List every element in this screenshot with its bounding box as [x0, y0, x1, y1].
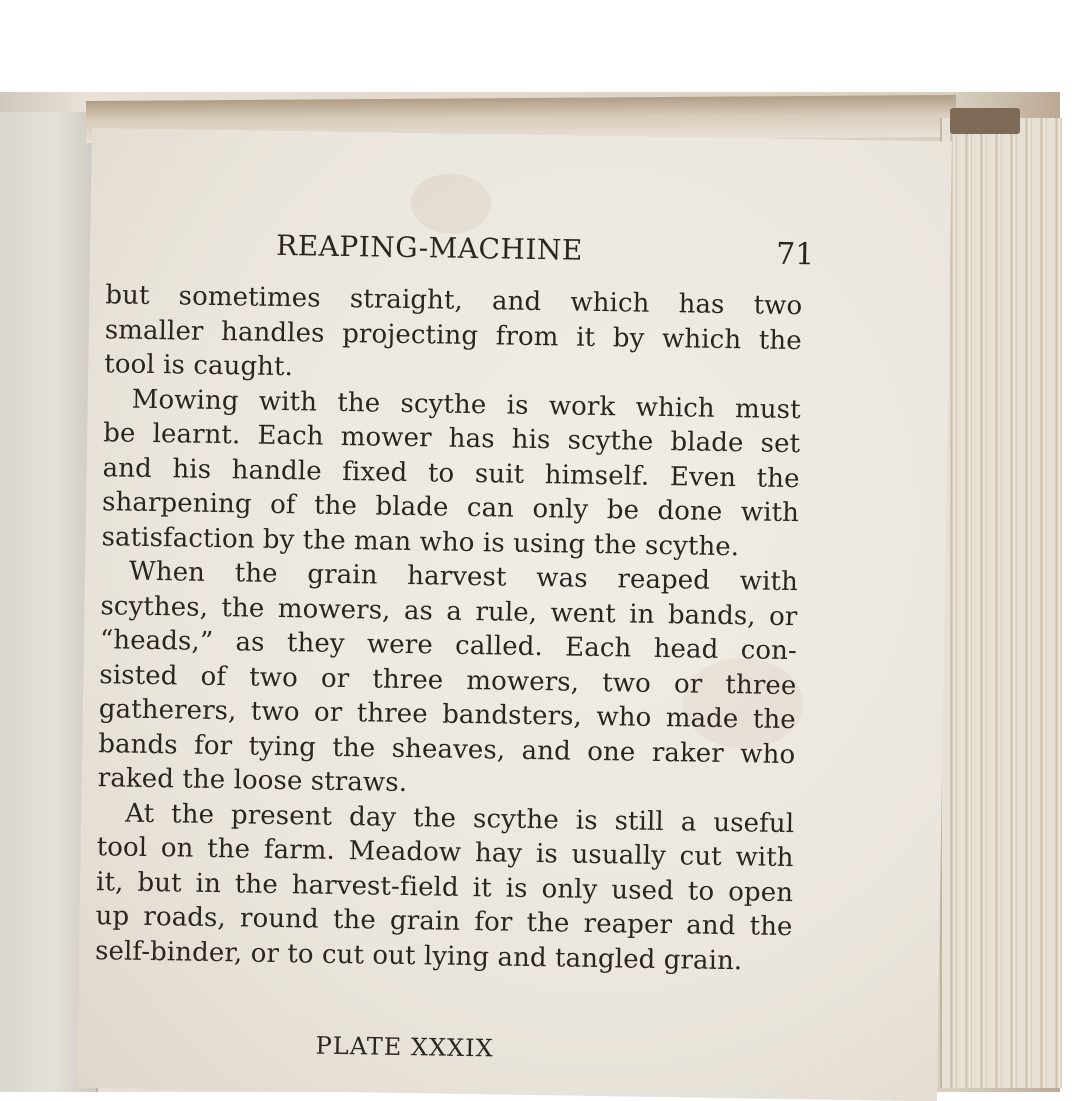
text-line: self-binder, or to cut out lying and tangled grain.	[94, 935, 743, 976]
text-line: and his handle fixed to suit himself. Even the	[102, 452, 800, 494]
text-line: smaller handles projecting from it by which the	[104, 314, 802, 356]
book-page	[77, 128, 952, 1101]
text-line: be learnt. Each mower has his scythe blade set	[102, 418, 801, 460]
text-line: When the grain harvest was reaped with	[128, 556, 799, 598]
plate-caption: PLATE XXXIX	[315, 1031, 494, 1063]
text-line: tool on the farm. Meadow hay is usually cut with	[96, 832, 794, 874]
text-line: but sometimes straight, and which has two	[105, 280, 803, 322]
spine-cap	[950, 108, 1020, 134]
text-line: Mowing with the scythe is work which must	[131, 384, 801, 425]
text-line: tool is caught.	[104, 349, 294, 383]
text-line: scythes, the mowers, as a rule, went in bands, or	[100, 590, 798, 632]
page-stain	[410, 173, 491, 234]
text-line: it, but in the harvest-field it is only used to open	[95, 866, 794, 908]
text-line: raked the loose straws.	[97, 763, 408, 799]
right-page-edges	[940, 118, 1062, 1088]
page-number: 71	[775, 236, 815, 273]
body-text	[95, 278, 803, 979]
text-line: bands for tying the sheaves, and one raker who	[98, 728, 796, 770]
text-line: sisted of two or three mowers, two or three	[99, 659, 797, 701]
text-line: sharpening of the blade can only be done with	[101, 487, 800, 529]
text-line: At the present day the scythe is still a useful	[125, 798, 795, 839]
text-line: “heads,” as they were called. Each head con-	[99, 625, 798, 667]
running-head: REAPING-MACHINE	[275, 228, 584, 267]
text-line: gatherers, two or three bandsters, who made the	[98, 694, 797, 736]
text-line: satisfaction by the man who is using the scythe.	[101, 521, 740, 562]
text-line: up roads, round the grain for the reaper and the	[95, 901, 793, 943]
